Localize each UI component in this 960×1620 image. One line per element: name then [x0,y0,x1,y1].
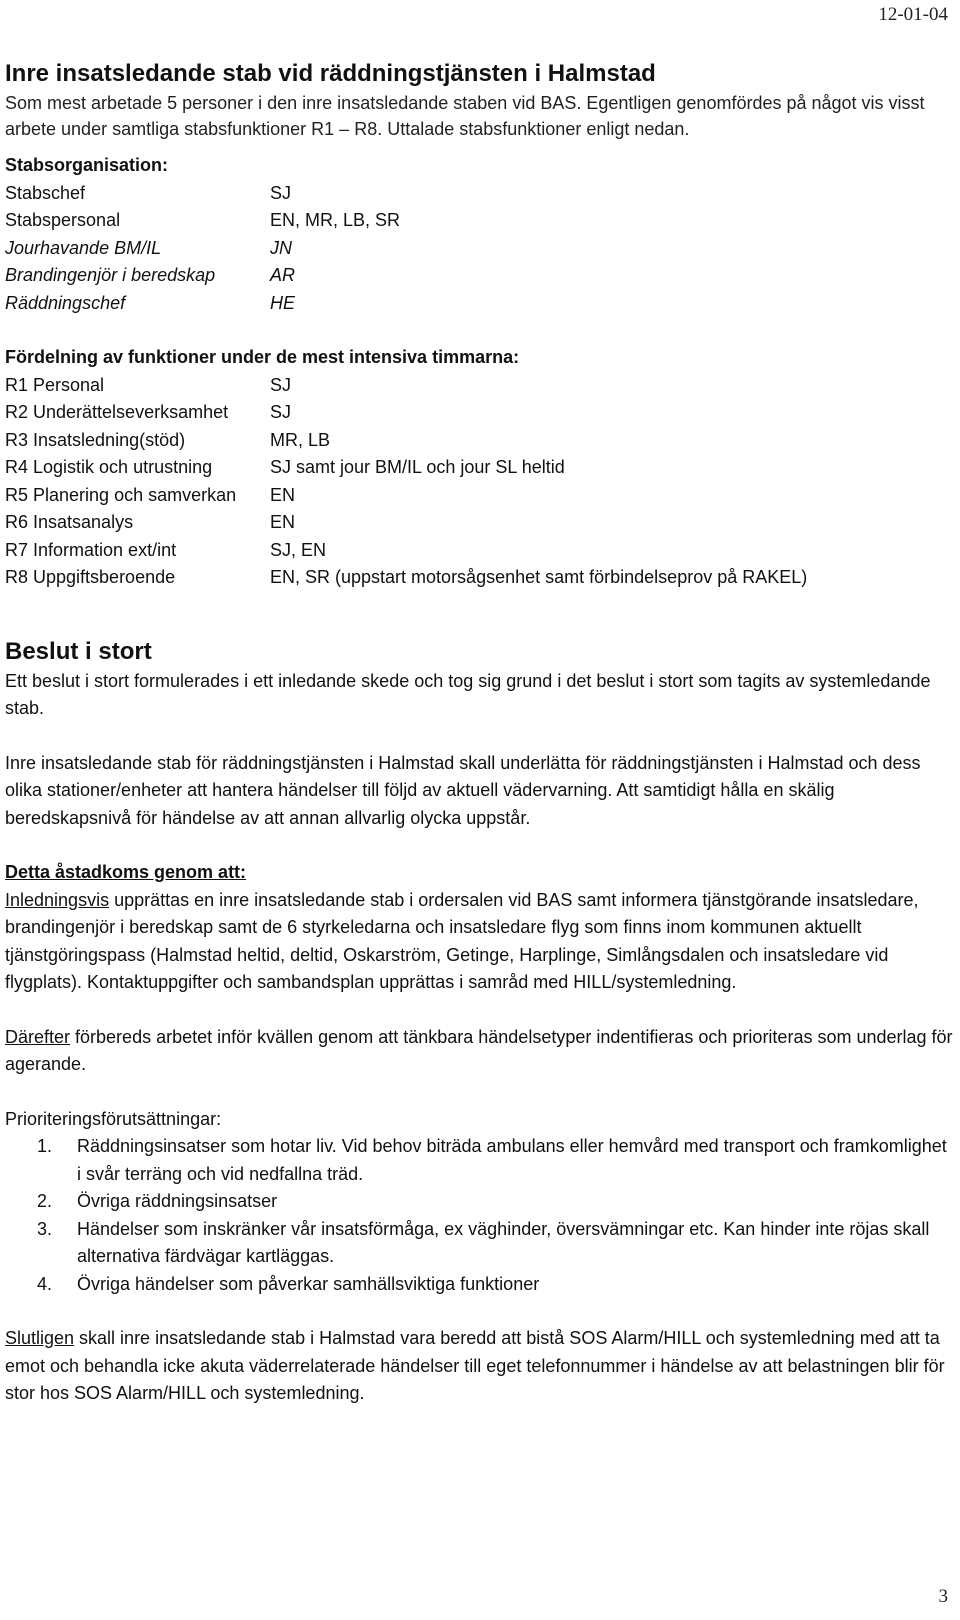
prioritering-heading: Prioriteringsförutsättningar: [5,1108,222,1129]
stab-row [5,207,955,235]
function-name: R7 Information ext/int [5,539,177,560]
detta-lead-1: Inledningsvis [5,889,110,910]
list-item [5,1216,955,1271]
function-row [5,454,955,482]
list-item [5,1133,955,1188]
stab-role: Stabspersonal [5,210,121,230]
stab-role: Stabschef [5,182,86,203]
list-text: Räddningsinsatser som hotar liv. Vid behov biträda ambulans eller hemvård med transport och framkomlighet i svår terräng och vid nedfallna träd. [77,1136,947,1184]
function-who: SJ [270,374,292,395]
detta-text-1: upprättas en inre insatsledande stab i ordersalen vid BAS samt informera tjänstgörande insatsledare, brandingenjör i beredskap samt de 6 styrkeledarna och insatsledare flyg som finns inom kommunen aktuellt tjänstgöringspass (Halmstad heltid, deltid, Oskarström, Getinge, Harplinge, Simlångsdalen och insatsledare vid flygplats). Kontaktuppgifter och sambandsplan upprättas i samråd med HILL/systemledning. [5,889,919,992]
function-name: R1 Personal [5,374,105,395]
stabsorganisation-heading: Stabsorganisation: [5,155,169,175]
stab-who: HE [270,292,296,313]
stab-role: Jourhavande BM/IL [5,237,162,258]
stab-row [5,262,955,290]
list-text: Händelser som inskränker vår insatsförmåga, ex väghinder, översvämningar etc. Kan hinder inte röjas skall alternativa färdvägar kartläggas. [77,1218,930,1266]
document-body [5,58,955,1408]
function-name: R5 Planering och samverkan [5,484,237,505]
intro-paragraph: Som mest arbetade 5 personer i den inre insatsledande staben vid BAS. Egentligen genomfördes på något vis visst arbete under samtliga stabsfunktioner R1 – R8. Uttalade stabsfunktioner enligt nedan. [5,93,925,139]
function-name: R8 Uppgiftsberoende [5,567,176,587]
function-row [5,399,955,427]
detta-heading: Detta åstadkoms genom att: [5,862,247,882]
beslut-paragraph-2: Inre insatsledande stab för räddningstjänsten i Halmstad skall underlätta för räddningstjänsten i Halmstad och dess olika stationer/enheter att hantera händelser till följd av aktuell vädervarning. Att samtidigt hålla en skälig beredskapsnivå för händelse av att annan allvarlig olycka uppstår. [5,752,921,828]
function-who: SJ [270,402,292,422]
function-row [5,509,955,537]
prioritering-list [5,1133,955,1298]
document-title: Inre insatsledande stab vid räddningstjänsten i Halmstad [5,60,656,87]
function-row [5,537,955,565]
list-number: 3. [37,1218,53,1239]
fordelning-table [5,372,955,592]
list-number: 4. [37,1273,53,1294]
detta-lead-2: Därefter [5,1026,71,1047]
stab-row [5,180,955,208]
stabsorganisation-table [5,180,955,318]
slutligen-paragraph [5,1325,955,1408]
function-name: R6 Insatsanalys [5,512,134,532]
page-number: 3 [938,1586,948,1607]
stab-role: Räddningschef [5,292,126,313]
function-who: EN, SR (uppstart motorsågsenhet samt förbindelseprov på RAKEL) [270,567,808,587]
function-who: SJ samt jour BM/IL och jour SL heltid [270,457,565,477]
detta-text-2: förbereds arbetet inför kvällen genom att tänkbara händelsetyper indentifieras och prioriteras som underlag för agerande. [5,1026,953,1074]
function-who: MR, LB [270,429,331,450]
slutligen-text: skall inre insatsledande stab i Halmstad vara beredd att bistå SOS Alarm/HILL och systemledning med att ta emot och behandla icke akuta väderrelaterade händelser till eget telefonnummer i händelse av att belastningen blir för stor hos SOS Alarm/HILL och systemledning. [5,1328,945,1403]
detta-paragraph-1 [5,887,955,997]
function-name: R2 Underättelseverksamhet [5,402,229,422]
function-who: EN [270,512,296,532]
function-row [5,482,955,510]
stab-who: SJ [270,182,292,203]
stab-row [5,290,955,318]
function-name: R4 Logistik och utrustning [5,457,213,477]
function-name: R3 Insatsledning(stöd) [5,429,186,450]
list-item [5,1271,955,1299]
stab-who: EN, MR, LB, SR [270,210,401,230]
list-number: 2. [37,1191,53,1211]
beslut-paragraph-1: Ett beslut i stort formulerades i ett inledande skede och tog sig grund i det beslut i stort som tagits av systemledande stab. [5,670,931,718]
function-who: EN [270,484,296,505]
stab-who: JN [270,237,292,258]
function-who: SJ, EN [270,539,327,560]
list-number: 1. [37,1136,53,1156]
stab-role: Brandingenjör i beredskap [5,265,216,285]
function-row [5,564,955,592]
list-text: Övriga räddningsinsatser [77,1191,278,1211]
stab-who: AR [270,265,296,285]
detta-paragraph-2 [5,1024,955,1079]
list-text: Övriga händelser som påverkar samhällsviktiga funktioner [77,1273,540,1294]
fordelning-heading: Fördelning av funktioner under de mest intensiva timmarna: [5,347,520,367]
function-row [5,427,955,455]
function-row [5,372,955,400]
stab-row [5,235,955,263]
header-date: 12-01-04 [878,4,948,25]
slutligen-lead: Slutligen [5,1328,75,1348]
list-item [5,1188,955,1216]
beslut-heading: Beslut i stort [5,637,152,665]
